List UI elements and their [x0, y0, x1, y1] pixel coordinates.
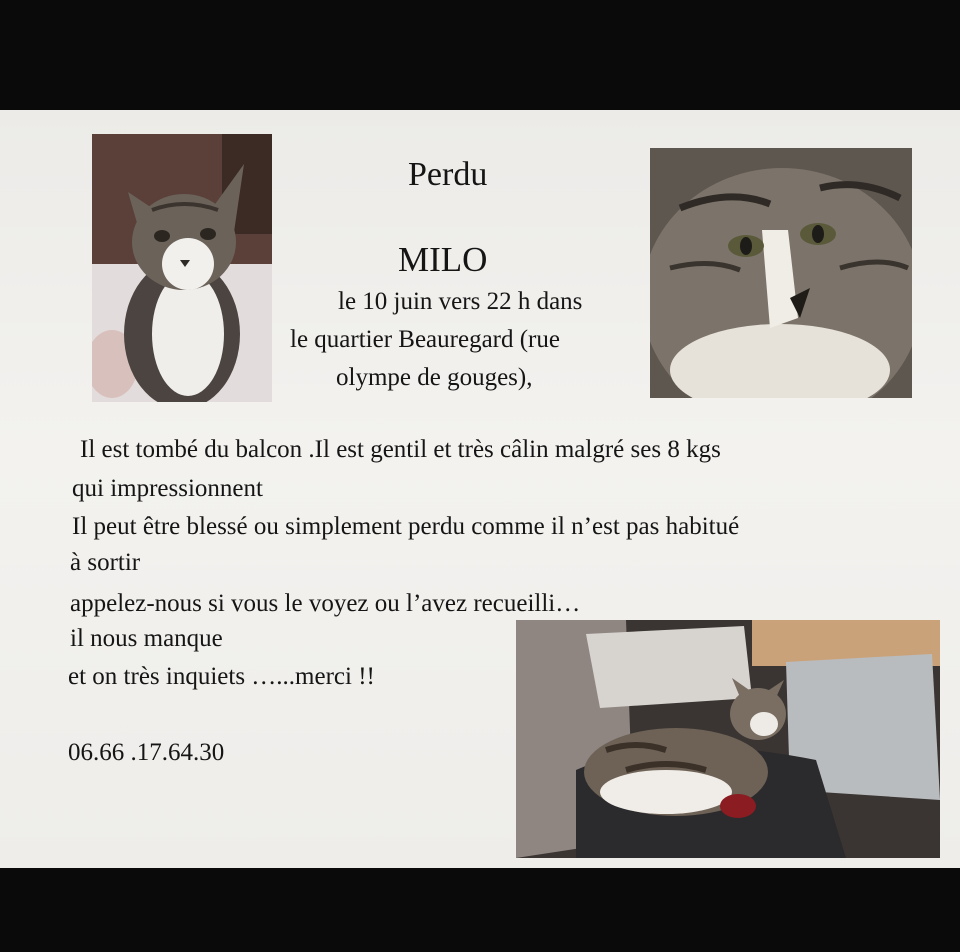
description-line-5: appelez-nous si vous le voyez ou l’avez recueilli…: [70, 590, 581, 617]
description-line-2: qui impressionnent: [72, 475, 263, 502]
description-line-1: Il est tombé du balcon .Il est gentil et très câlin malgré ses 8 kgs: [80, 436, 721, 463]
description-line-6: il nous manque: [70, 625, 223, 652]
description-line-3: Il peut être blessé ou simplement perdu comme il n’est pas habitué: [72, 513, 740, 540]
description-line-4: à sortir: [70, 549, 141, 576]
description-line-7: et on très inquiets …...merci !!: [68, 663, 375, 690]
cat-photo-on-cushions: [516, 620, 940, 858]
poster-title: Perdu: [408, 156, 488, 193]
cat-photo-sitting: [92, 134, 272, 402]
when-where-line-1: le 10 juin vers 22 h dans: [338, 288, 583, 315]
cat-name: MILO: [398, 240, 488, 279]
contact-phone: 06.66 .17.64.30: [68, 739, 225, 766]
when-where-line-3: olympe de gouges),: [336, 364, 533, 391]
when-where-line-2: le quartier Beauregard (rue: [290, 326, 560, 353]
cat-photo-face-closeup: [650, 148, 912, 398]
